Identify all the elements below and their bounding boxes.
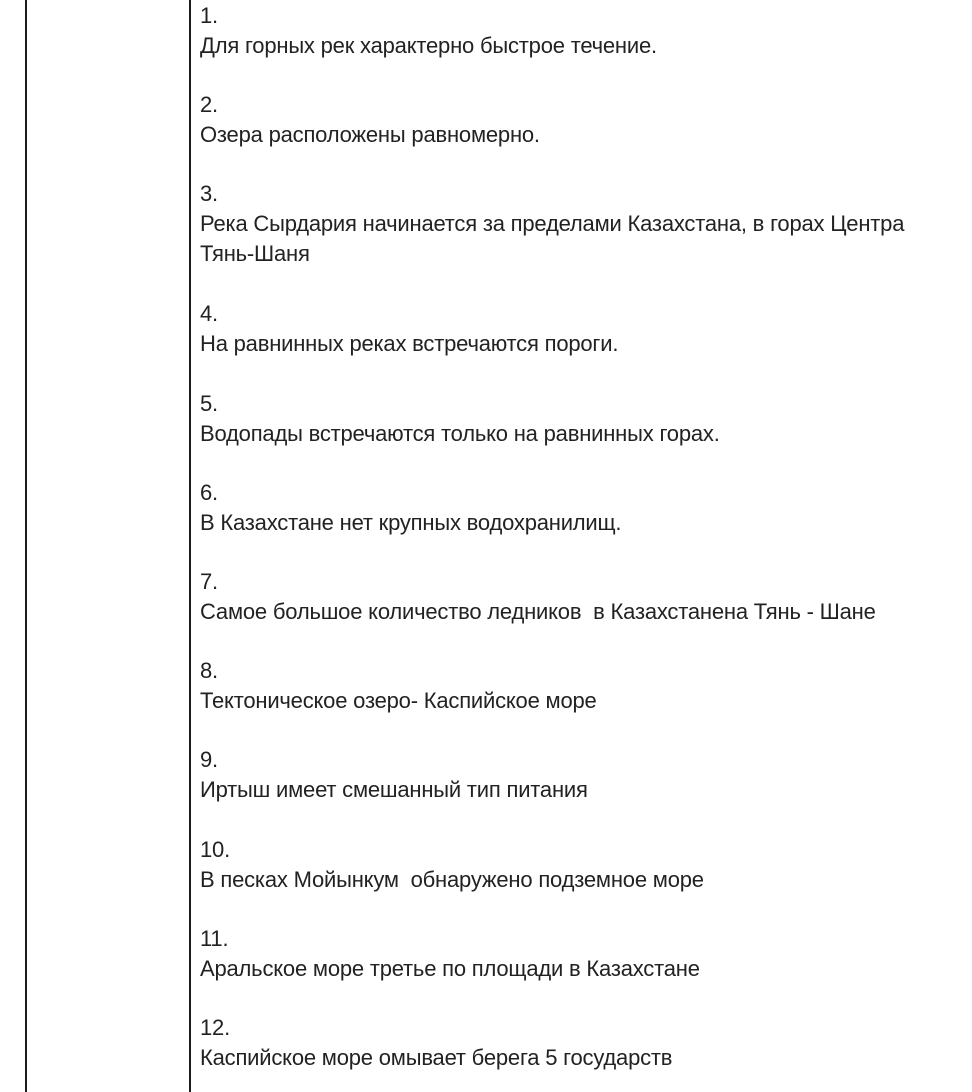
list-item — [200, 179, 972, 269]
item-number: 10. — [200, 837, 230, 862]
list-item — [200, 299, 972, 359]
list-item — [200, 389, 972, 449]
item-text: Самое большое количество ледников в Казахстанена Тянь - Шане — [200, 599, 876, 624]
item-text: Река Сырдария начинается за пределами Казахстана, в горах Центра — [200, 211, 905, 236]
item-text: Водопады встречаются только на равнинных горах. — [200, 421, 720, 446]
item-text: На равнинных реках встречаются пороги. — [200, 331, 619, 356]
item-number: 4. — [200, 301, 218, 326]
item-text-continuation: Тянь-Шаня — [200, 241, 310, 266]
item-text: Озера расположены равномерно. — [200, 122, 540, 147]
item-text: В песках Мойынкум обнаружено подземное море — [200, 867, 704, 892]
item-number: 3. — [200, 181, 218, 206]
list-item — [200, 1013, 972, 1073]
item-number: 7. — [200, 569, 218, 594]
item-text: Иртыш имеет смешанный тип питания — [200, 777, 588, 802]
item-text: В Казахстане нет крупных водохранилищ. — [200, 510, 622, 535]
list-item — [200, 478, 972, 538]
item-number: 5. — [200, 391, 218, 416]
item-number: 2. — [200, 92, 218, 117]
list-item — [200, 745, 972, 805]
item-number: 6. — [200, 480, 218, 505]
item-number: 11. — [200, 926, 229, 951]
item-number: 9. — [200, 747, 218, 772]
item-number: 1. — [200, 3, 218, 28]
list-item — [200, 567, 972, 627]
list-item — [200, 924, 972, 984]
item-number: 12. — [200, 1015, 230, 1040]
list-item — [200, 90, 972, 150]
item-number: 8. — [200, 658, 218, 683]
table-border-left — [25, 0, 27, 1092]
item-text: Для горных рек характерно быстрое течение. — [200, 33, 657, 58]
item-text: Тектоническое озеро- Каспийское море — [200, 688, 597, 713]
item-text: Каспийское море омывает берега 5 государств — [200, 1045, 673, 1070]
list-item — [200, 656, 972, 716]
list-item — [200, 1, 972, 61]
list-item — [200, 835, 972, 895]
table-column-divider — [189, 0, 191, 1092]
item-text: Аральское море третье по площади в Казахстане — [200, 956, 700, 981]
